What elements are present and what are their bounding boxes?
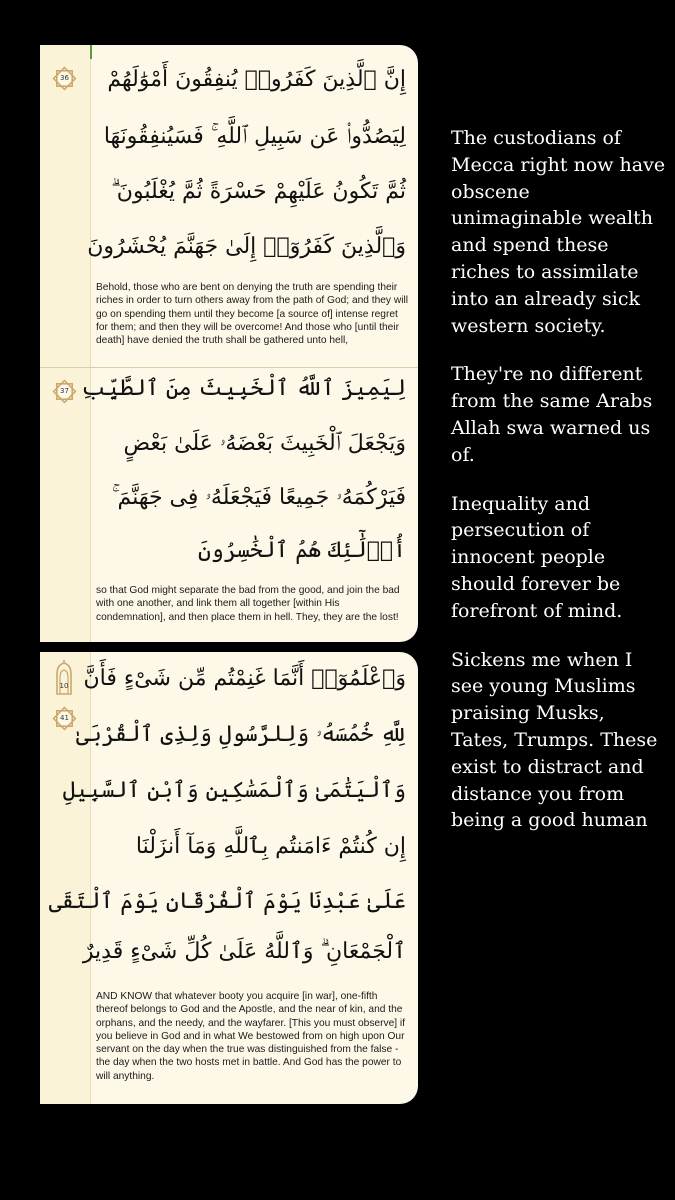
- verse-number-medallion-icon[interactable]: [51, 378, 78, 405]
- arabic-line: لِيَصُدُّوا۟ عَن سَبِيلِ ٱللَّهِ ۚ فَسَيُنفِقُونَهَا: [103, 124, 406, 149]
- verse-number: 41: [60, 714, 69, 722]
- quran-card-2: [40, 652, 418, 1104]
- verse-translation: AND KNOW that whatever booty you acquire [in war], one-fifth thereof belongs to God and the Apostle, and the near of kin, and the orphans, and the needy, and the wayfarer. [This you must observe] if you believe in God and in what We bestowed from on high upon Our servant on the day when the true was distinguished from the false - the day when the two hosts met in battle. And God has the power to will anything.: [96, 991, 406, 1082]
- verse-number-medallion-icon[interactable]: [51, 65, 78, 92]
- surah-number: 10: [59, 682, 69, 690]
- verse-41[interactable]: [40, 652, 418, 1104]
- verse-translation: so that God might separate the bad from the good, and join the bad with one another, and link them all together [within His condemnation], and then place them in hell. They, they are the lost!: [96, 585, 400, 623]
- quran-card-1: [40, 45, 418, 642]
- verse-translation: Behold, those who are bent on denying the truth are spending their riches in order to turn others away from the path of God; and they will go on spending them until they become [a source of] intense regret for them; and then they will be overcome! And those who [until their death] have denied the truth shall be gathered unto hell,: [96, 282, 409, 347]
- verse-36[interactable]: [40, 45, 418, 367]
- commentary-paragraph: The custodians of Mecca right now have obscene unimaginable wealth and spend these riches to assimilate into an already sick western society.: [451, 127, 666, 337]
- arabic-line: لِيَمِيزَ ٱللَّهُ ٱلْخَبِيثَ مِنَ ٱلطَّيِّبِ: [81, 376, 406, 401]
- arabic-line: ٱلْجَمْعَانِ ۗ وَٱللَّهُ عَلَىٰ كُلِّ شَىْءٍ قَدِيرٌ: [82, 939, 406, 964]
- story-commentary: [451, 125, 666, 856]
- arabic-line: أُو۟لَٰٓئِكَ هُمُ ٱلْخَٰسِرُونَ: [198, 538, 406, 563]
- arabic-line: عَلَىٰ عَبْدِنَا يَوْمَ ٱلْفُرْقَانِ يَوْمَ ٱلْتَقَى: [48, 889, 406, 914]
- arabic-line: وَٱلْيَتَٰمَىٰ وَٱلْمَسَٰكِينِ وَٱبْنِ ٱلسَّبِيلِ: [62, 778, 406, 803]
- commentary-paragraph: Sickens me when I see young Muslims praising Musks, Tates, Trumps. These exist to distract and distance you from being a good human: [451, 648, 658, 832]
- verse-37[interactable]: [40, 367, 418, 643]
- arabic-line: إِنَّ ٱلَّذِينَ كَفَرُوا۟ يُنفِقُونَ أَمْوَٰلَهُمْ: [107, 67, 406, 92]
- arabic-line: ثُمَّ تَكُونُ عَلَيْهِمْ حَسْرَةً ثُمَّ يُغْلَبُونَ ۗ: [111, 179, 406, 204]
- commentary-paragraph: Inequality and persecution of innocent people should forever be forefront of mind.: [451, 492, 623, 622]
- arabic-line: فَيَرْكُمَهُۥ جَمِيعًا فَيَجْعَلَهُۥ فِى جَهَنَّمَ ۚ: [112, 485, 406, 510]
- arabic-line: وَٱلَّذِينَ كَفَرُوٓا۟ إِلَىٰ جَهَنَّمَ يُحْشَرُونَ: [87, 234, 406, 259]
- commentary-paragraph: They're no different from the same Arabs Allah swa warned us of.: [451, 363, 653, 466]
- verse-number: 37: [60, 387, 69, 395]
- arabic-line: وَٱعْلَمُوٓا۟ أَنَّمَا غَنِمْتُم مِّن شَىْءٍ فَأَنَّ: [83, 666, 406, 691]
- arabic-line: وَيَجْعَلَ ٱلْخَبِيثَ بَعْضَهُۥ عَلَىٰ بَعْضٍ: [123, 431, 406, 456]
- verse-number: 36: [60, 74, 69, 82]
- arabic-line: لِلَّهِ خُمُسَهُۥ وَلِلرَّسُولِ وَلِذِى ٱلْقُرْبَىٰ: [76, 722, 406, 747]
- arabic-line: إِن كُنتُمْ ءَامَنتُم بِٱللَّهِ وَمَآ أَنزَلْنَا: [135, 834, 406, 859]
